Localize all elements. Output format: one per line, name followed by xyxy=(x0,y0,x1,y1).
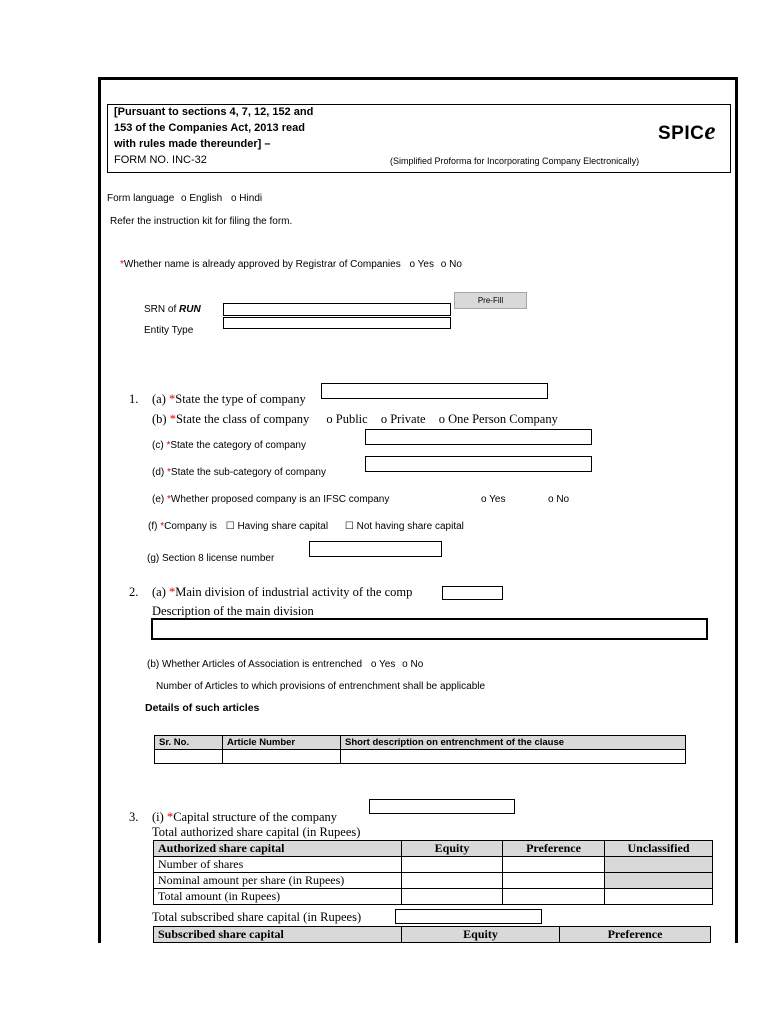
prefill-button[interactable]: Pre-Fill xyxy=(454,292,527,309)
instruction-text: Refer the instruction kit for filing the form. xyxy=(110,216,293,227)
equity-nominal-cell[interactable] xyxy=(402,873,503,889)
article-number-cell[interactable] xyxy=(223,750,341,764)
srn-label-prefix: SRN of xyxy=(144,304,180,315)
ifsc-yes-radio[interactable]: o Yes xyxy=(481,494,506,505)
num-articles-label: Number of Articles to which provisions of entrenchment shall be applicable xyxy=(156,681,486,692)
aoa-no-radio[interactable]: o No xyxy=(402,659,424,670)
company-class-label: State the class of company xyxy=(175,412,310,426)
form-language-row xyxy=(107,193,262,204)
required-star: * xyxy=(160,521,165,532)
share-capital-label: Company is xyxy=(164,521,217,532)
main-division-label xyxy=(152,585,442,600)
company-category-text: State the category of company xyxy=(170,440,306,451)
equity-total-cell[interactable] xyxy=(402,889,503,905)
form-header xyxy=(114,104,313,168)
ifsc-prefix: (e) xyxy=(152,494,167,505)
header-subscribed-capital: Subscribed share capital xyxy=(154,927,402,943)
company-class-prefix: (b) xyxy=(152,412,170,426)
name-approved-row xyxy=(120,259,462,270)
section8-license-input[interactable] xyxy=(309,541,442,557)
name-approved-yes-radio[interactable]: o Yes xyxy=(409,259,434,270)
total-subscribed-capital-input[interactable] xyxy=(395,909,542,924)
header-equity: Equity xyxy=(402,841,503,857)
entity-type-label: Entity Type xyxy=(144,325,194,336)
required-star: * xyxy=(166,440,171,451)
ifsc-no-radio[interactable]: o No xyxy=(548,494,570,505)
header-article-number: Article Number xyxy=(223,736,341,750)
required-star: * xyxy=(166,810,174,824)
entrenchment-table xyxy=(154,735,686,764)
row-nominal-amount: Nominal amount per share (in Rupees) xyxy=(154,873,402,889)
company-category-label xyxy=(152,440,306,451)
main-division-description-input[interactable] xyxy=(151,618,708,640)
required-star: * xyxy=(169,585,176,599)
required-star: * xyxy=(169,392,176,406)
equity-shares-cell[interactable] xyxy=(402,857,503,873)
ifsc-text: Whether proposed company is an IFSC company xyxy=(170,494,390,505)
unclassified-total-cell[interactable] xyxy=(605,889,713,905)
capital-structure-text: Capital structure of the company xyxy=(173,810,338,824)
unclassified-shares-cell xyxy=(605,857,713,873)
company-class-row xyxy=(152,412,558,427)
header-preference: Preference xyxy=(503,841,605,857)
section-1-number: 1. xyxy=(129,392,139,406)
main-division-prefix: (a) xyxy=(152,585,169,599)
total-subscribed-capital-label: Total subscribed share capital (in Rupees) xyxy=(152,910,362,924)
header-authorized-capital: Authorized share capital xyxy=(154,841,402,857)
spice-logo xyxy=(658,118,716,146)
main-division-text: Main division of industrial activity of the comp xyxy=(175,585,413,599)
capital-structure-prefix: (i) xyxy=(152,810,167,824)
required-star: * xyxy=(169,412,176,426)
total-authorized-capital-label: Total authorized share capital (in Rupees) xyxy=(152,825,361,839)
company-category-input[interactable] xyxy=(365,429,592,445)
capital-structure-input[interactable] xyxy=(369,799,515,814)
header-line-3: with rules made thereunder] – xyxy=(114,138,271,150)
section8-license-label: (g) Section 8 license number xyxy=(147,553,275,564)
class-public-radio[interactable]: o Public xyxy=(326,412,368,426)
header-line-2: 153 of the Companies Act, 2013 read xyxy=(114,122,305,134)
srn-input[interactable] xyxy=(223,303,451,316)
header-sr-no: Sr. No. xyxy=(155,736,223,750)
share-capital-prefix: (f) xyxy=(148,521,161,532)
main-division-description-label: Description of the main division xyxy=(152,604,314,618)
company-subcategory-label xyxy=(152,467,326,478)
preference-shares-cell[interactable] xyxy=(503,857,605,873)
row-total-amount: Total amount (in Rupees) xyxy=(154,889,402,905)
header-short-description: Short description on entrenchment of the clause xyxy=(341,736,686,750)
header-sub-preference: Preference xyxy=(560,927,711,943)
required-star: * xyxy=(120,259,124,270)
required-star: * xyxy=(167,467,171,478)
details-articles-heading: Details of such articles xyxy=(145,702,260,714)
company-type-input[interactable] xyxy=(321,383,548,399)
aoa-entrenched-row xyxy=(147,659,423,670)
aoa-entrenched-label: (b) Whether Articles of Association is entrenched xyxy=(147,659,363,670)
capital-structure-label xyxy=(152,810,337,825)
company-category-prefix: (c) xyxy=(152,440,167,451)
brand-prefix: SPIC xyxy=(658,123,705,144)
sr-no-cell[interactable] xyxy=(155,750,223,764)
class-private-radio[interactable]: o Private xyxy=(380,412,426,426)
preference-nominal-cell[interactable] xyxy=(503,873,605,889)
subscribed-capital-table xyxy=(153,926,711,943)
brand-suffix: e xyxy=(704,118,716,145)
preference-total-cell[interactable] xyxy=(503,889,605,905)
company-subcategory-text: State the sub-category of company xyxy=(170,467,326,478)
company-subcategory-input[interactable] xyxy=(365,456,592,472)
having-share-capital-checkbox[interactable]: ☐ Having share capital xyxy=(225,521,329,532)
company-type-prefix: (a) xyxy=(152,392,169,406)
not-having-share-capital-checkbox[interactable]: ☐ Not having share capital xyxy=(344,521,464,532)
section-3-number: 3. xyxy=(129,810,139,824)
unclassified-nominal-cell xyxy=(605,873,713,889)
header-line-1: [Pursuant to sections 4, 7, 12, 152 and xyxy=(114,106,314,118)
main-division-input[interactable] xyxy=(442,586,503,600)
short-description-cell[interactable] xyxy=(341,750,686,764)
language-hindi-radio[interactable]: o Hindi xyxy=(230,193,263,204)
class-opc-radio[interactable]: o One Person Company xyxy=(438,412,558,426)
share-capital-row xyxy=(148,521,464,532)
section-2-number: 2. xyxy=(129,585,139,599)
row-number-of-shares: Number of shares xyxy=(154,857,402,873)
srn-label-run: RUN xyxy=(179,304,201,315)
aoa-yes-radio[interactable]: o Yes xyxy=(370,659,396,670)
language-english-radio[interactable]: o English xyxy=(181,193,223,204)
required-star: * xyxy=(167,494,171,505)
company-type-label xyxy=(152,392,306,407)
name-approved-label: Whether name is already approved by Registrar of Companies xyxy=(123,259,401,270)
srn-label xyxy=(144,304,201,315)
name-approved-no-radio[interactable]: o No xyxy=(440,259,462,270)
authorized-capital-table xyxy=(153,840,713,905)
entity-type-input[interactable] xyxy=(223,317,451,329)
form-number: FORM NO. INC-32 xyxy=(114,154,207,166)
header-sub-equity: Equity xyxy=(402,927,560,943)
ifsc-label xyxy=(152,494,389,505)
header-unclassified: Unclassified xyxy=(605,841,713,857)
form-subtitle: (Simplified Proforma for Incorporating Company Electronically) xyxy=(390,156,640,166)
company-type-text: State the type of company xyxy=(175,392,306,406)
form-language-label: Form language xyxy=(107,193,175,204)
company-subcategory-prefix: (d) xyxy=(152,467,167,478)
